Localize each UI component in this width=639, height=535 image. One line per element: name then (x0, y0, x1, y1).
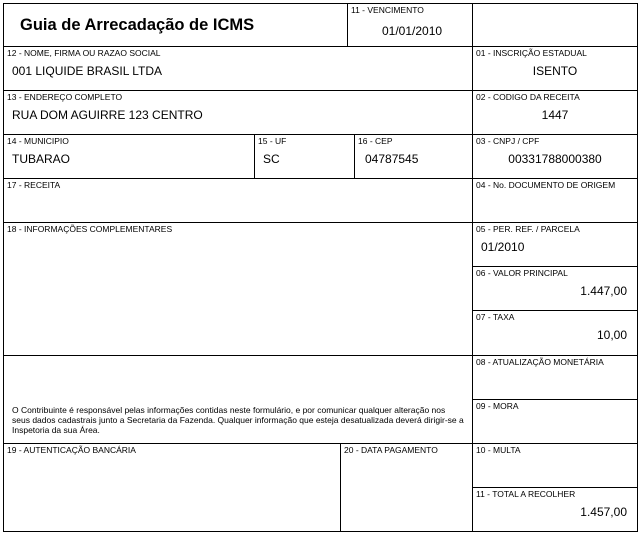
vencimento-box (347, 3, 473, 47)
atualizacao-box (472, 355, 638, 400)
taxa-label: 07 - TAXA (476, 312, 515, 322)
total-value: 1.457,00 (580, 505, 627, 519)
valor-principal-label: 06 - VALOR PRINCIPAL (476, 268, 568, 278)
uf-label: 15 - UF (258, 136, 287, 146)
endereco-label: 13 - ENDEREÇO COMPLETO (7, 92, 123, 102)
codigo-receita-value: 1447 (541, 108, 569, 122)
mora-box (472, 399, 638, 444)
taxa-value: 10,00 (596, 328, 627, 342)
mora-label: 09 - MORA (476, 401, 519, 411)
data-pagamento-label: 20 - DATA PAGAMENTO (344, 445, 438, 455)
taxa-box (472, 310, 638, 356)
periodo-box (472, 222, 638, 267)
nome-value: 001 LIQUIDE BRASIL LTDA (12, 64, 163, 78)
cep-value: 04787545 (365, 152, 419, 166)
receita-label: 17 - RECEITA (7, 180, 61, 190)
cep-label: 16 - CEP (358, 136, 393, 146)
valor-principal-box (472, 266, 638, 311)
codigo-receita-label: 02 - CODIGO DA RECEITA (476, 92, 580, 102)
disclaimer-box (3, 355, 473, 444)
total-label: 11 - TOTAL A RECOLHER (476, 489, 576, 499)
vencimento-value: 01/01/2010 (382, 24, 443, 38)
cnpj-value: 00331788000380 (508, 152, 602, 166)
receita-box (3, 178, 473, 223)
inscricao-box (472, 46, 638, 91)
cep-box (354, 134, 473, 179)
uf-value: SC (263, 152, 280, 166)
endereco-value: RUA DOM AGUIRRE 123 CENTRO (12, 108, 203, 122)
multa-label: 10 - MULTA (476, 445, 521, 455)
codigo-receita-box (472, 90, 638, 135)
uf-box (254, 134, 355, 179)
data-pagamento-box (340, 443, 473, 532)
multa-box (472, 443, 638, 488)
autenticacao-label: 19 - AUTENTICAÇÃO BANCÁRIA (7, 445, 136, 455)
documento-origem-box (472, 178, 638, 223)
inscricao-label: 01 - INSCRIÇÃO ESTADUAL (476, 48, 587, 58)
valor-principal-value: 1.447,00 (580, 284, 627, 298)
form-title: Guia de Arrecadação de ICMS (20, 16, 255, 34)
periodo-value: 01/2010 (481, 240, 525, 254)
vencimento-label: 11 - VENCIMENTO (351, 5, 424, 15)
info-comp-box (3, 222, 473, 356)
municipio-label: 14 - MUNICIPIO (7, 136, 69, 146)
nome-label: 12 - NOME, FIRMA OU RAZAO SOCIAL (7, 48, 161, 58)
info-comp-label: 18 - INFORMAÇÕES COMPLEMENTARES (7, 224, 173, 234)
municipio-value: TUBARAO (12, 152, 71, 166)
cnpj-box (472, 134, 638, 179)
autenticacao-box (3, 443, 341, 532)
total-box (472, 487, 638, 532)
title-box (3, 3, 348, 47)
disclaimer-text: O Contribuinte é responsável pelas informações contidas neste formulário, e por comunicar qualquer alteração nos seus dados cadastrais junto a Secretaria da Fazenda. Qualquer informação que esteja desatualizada deverá dirigir-se a Inspetoria da sua Área. (12, 405, 464, 435)
nome-box (3, 46, 473, 91)
cnpj-label: 03 - CNPJ / CPF (476, 136, 540, 146)
periodo-label: 05 - PER. REF. / PARCELA (476, 224, 580, 234)
documento-origem-label: 04 - No. DOCUMENTO DE ORIGEM (476, 180, 616, 190)
municipio-box (3, 134, 255, 179)
atualizacao-label: 08 - ATUALIZAÇÃO MONETÁRIA (476, 357, 604, 367)
inscricao-value: ISENTO (532, 64, 578, 78)
top-right-blank-box (472, 3, 638, 47)
endereco-box (3, 90, 473, 135)
